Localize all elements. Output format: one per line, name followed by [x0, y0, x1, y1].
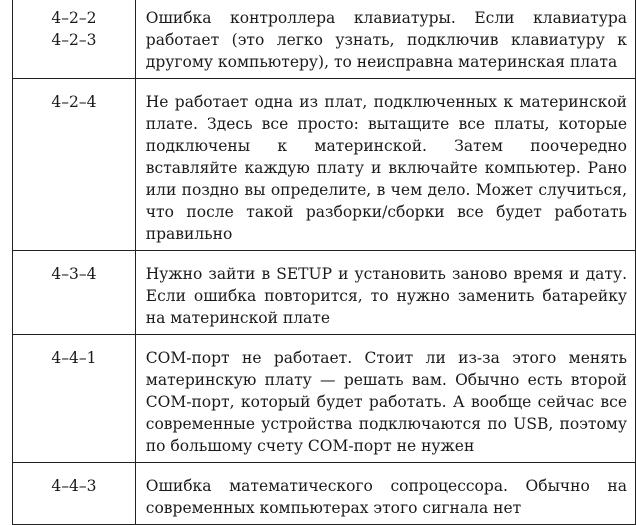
beep-code: 4–3–4 [51, 265, 97, 283]
code-cell [13, 463, 136, 525]
beep-code: 4–2–3 [51, 31, 97, 49]
description-cell: COM-порт не работает. Стоит ли из-за этого менять материнскую плату — решать вам. Обычно есть второй COM-порт, который будет работать. А вообще сейчас все современные устройства подключаются по USB, поэтому по большому счету COM-порт не нужен [135, 335, 635, 463]
beep-code-table [12, 0, 636, 525]
beep-code: 4–2–4 [51, 93, 97, 111]
code-cell [13, 0, 136, 79]
beep-code: 4–2–2 [51, 9, 97, 27]
table-row [13, 335, 636, 463]
code-cell [13, 79, 136, 251]
code-cell [13, 335, 136, 463]
description-cell: Не работает одна из плат, подключенных к материнской плате. Здесь все просто: вытащите все платы, которые подключены к материнской. Затем поочередно вставляйте каждую плату и включайте компьютер. Рано или поздно вы определите, в чем дело. Может случиться, что после такой разборки/сборки все будет работать правильно [135, 79, 635, 251]
description-cell: Нужно зайти в SETUP и установить заново время и дату. Если ошибка повторится, то нужно заменить батарейку на материнской плате [135, 251, 635, 335]
description-cell: Ошибка контроллера клавиатуры. Если клавиатура работает (это легко узнать, подключив клавиатуру к другому компьютеру), то неисправна материнская плата [135, 0, 635, 79]
table-row [13, 251, 636, 335]
table-row [13, 0, 636, 79]
table-row [13, 79, 636, 251]
code-cell [13, 251, 136, 335]
beep-code: 4–4–1 [51, 349, 97, 367]
table-row [13, 463, 636, 525]
description-cell: Ошибка математического сопроцессора. Обычно на современных компьютерах этого сигнала нет [135, 463, 635, 525]
beep-code: 4–4–3 [51, 477, 97, 495]
